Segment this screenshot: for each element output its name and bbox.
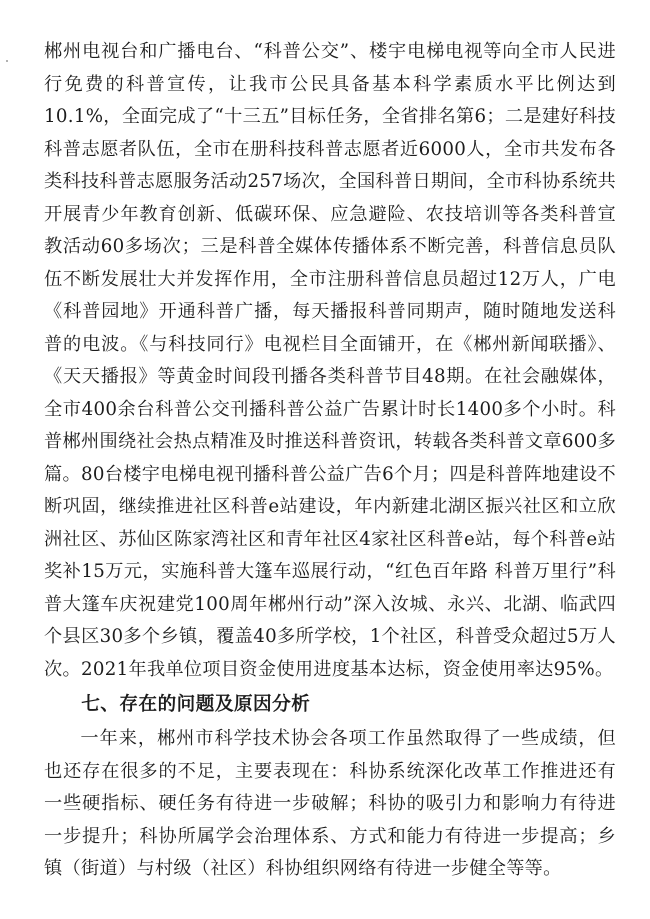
body-paragraph-continued: 郴州电视台和广播电台、“科普公交”、楼宇电梯电视等向全市人民进行免费的科普宣传，让我市公民具备基本科学素质水平比例达到10.1%，全面完成了“十三五”目标任务，全省排名第6；二是建好科技科普志愿者队伍，全市在册科技科普志愿者近6000人，全市共发布各类科技科普志愿服务活动257场次，全国科普日期间，全市科协系统共开展青少年教育创新、低碳环保、应急避险、农技培训等各类科普宣教活动60多场次；三是科普全媒体传播体系不断完善，科普信息员队伍不断发展壮大并发挥作用，全市注册科普信息员超过12万人，广电《科普园地》开通科普广播，每天播报科普同期声，随时随地发送科普的电波。《与科技同行》电视栏目全面铺开，在《郴州新闻联播》、《天天播报》等黄金时间段刊播各类科普节目48期。在社会融媒体，全市400余台科普公交刊播科普公益广告累计时长1400多个小时。科普郴州围绕社会热点精准及时推送科普资讯，转载各类科普文章600多篇。80台楼宇电梯电视刊播科普公益广告6个月；四是科普阵地建设不断巩固，继续推进社区科普e站建设，年内新建北湖区振兴社区和立欣洲社区、苏仙区陈家湾社区和青年社区4家社区科普e站，每个科普e站奖补15万元，实施科普大篷车巡展行动，“红色百年路 科普万里行”科普大篷车庆祝建党100周年郴州行动”深入汝城、永兴、北湖、临武四个县区30多个乡镇，覆盖40多所学校，1个社区，科普受众超过5万人次。2021年我单位项目资金使用进度基本达标，资金使用率达95%。: [44, 41, 616, 680]
scan-speck: [6, 60, 8, 62]
section-heading: 七、存在的问题及原因分析: [81, 694, 311, 715]
document-page: [44, 36, 616, 886]
body-paragraph-problems: 一年来，郴州市科学技术协会各项工作虽然取得了一些成绩，但也还存在很多的不足，主要表现在：科协系统深化改革工作推进还有一些硬指标、硬任务有待进一步破解；科协的吸引力和影响力有待进一步提升；科协所属学会治理体系、方式和能力有待进一步提高；乡镇（街道）与村级（社区）科协组织网络有待进一步健全等等。: [44, 728, 616, 879]
